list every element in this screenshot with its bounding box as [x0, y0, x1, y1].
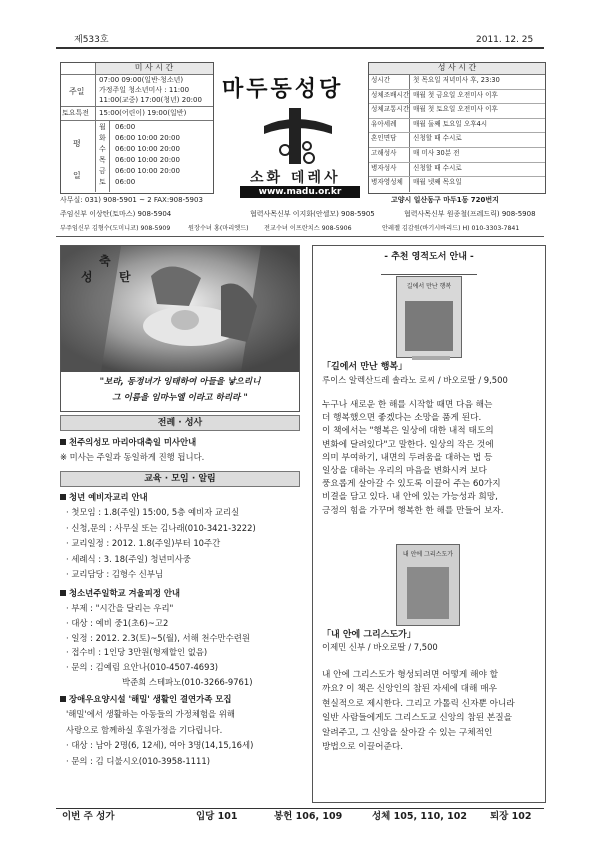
liturgy-item-1-title: 천주의성모 마리아대축일 미사안내 — [69, 437, 197, 447]
parish-subtitle: 소화 데레사 — [250, 170, 341, 186]
liturgy-item-1 — [60, 437, 196, 447]
times-wed: 06:00 10:00 20:00 — [115, 145, 180, 153]
contact-rule — [56, 236, 544, 237]
bullet-square-icon — [60, 590, 66, 596]
sunday-label: 주일 — [69, 87, 85, 96]
saturday-line: 15:00(어린이) 19:00(일반) — [99, 109, 187, 117]
banner-char-1: 축 — [99, 254, 111, 268]
sacrament-row-value: 매월 첫 금요일 오전미사 이후 — [413, 90, 498, 99]
book2-cover — [396, 544, 460, 626]
issue-number: 제533호 — [74, 35, 109, 45]
book1-cover — [396, 276, 462, 358]
day-mon: 월 — [99, 123, 106, 131]
office-contact: 사무실: 031) 908-5901 ~ 2 FAX:908-5903 — [60, 196, 203, 204]
banner-char-3: 탄 — [119, 270, 131, 284]
sacrament-row-value: 매월 넷째 목요일 — [413, 178, 462, 187]
weekday-label-1: 평 — [73, 139, 81, 148]
sunday-line-2: 가정주일 청소년미사 : 11:00 — [99, 86, 190, 94]
book1-desc-line: 이 책에서는 "행복은 일상에 대한 내적 태도의 — [322, 426, 494, 437]
book2-desc-line: 알려주고, 그 신앙을 살아갈 수 있는 구체적인 — [322, 727, 493, 738]
christmas-panel — [60, 245, 300, 412]
foster-line: '해밀'에서 생활하는 아동들의 가정체험을 위해 — [66, 709, 235, 719]
bullet-square-icon — [60, 439, 66, 445]
liturgy-heading: 전례 · 성사 — [60, 415, 300, 431]
book2-desc-line: 내 안에 그리스도가 형성되려면 어떻게 해야 할 — [322, 670, 499, 680]
contact-assistant-1: 협력사목신부 이지화(안셀모) 908-5905 — [250, 210, 375, 218]
sacrament-schedule-box — [368, 62, 546, 194]
camp-line: 박준희 스테파노(010-3266-9761) — [122, 677, 253, 687]
sacrament-row-label: 고해성사 — [371, 149, 397, 157]
issue-date: 2011. 12. 25 — [476, 35, 534, 45]
sacrament-row-value: 매월 첫 토요일 오전미사 이후 — [413, 105, 498, 114]
mass-schedule-box — [60, 62, 214, 194]
contact-assistant-2: 협력사목신부 원종철(프레드릭) 908-5908 — [404, 210, 536, 218]
book2-title: 「내 안에 그리스도가」 — [322, 630, 416, 640]
catechism-line: · 세례식 : 3. 18(주일) 청년미사중 — [66, 553, 191, 564]
christmas-caption-2: 그 이름을 임마누엘 이라고 하리라 " — [112, 393, 248, 403]
hymn-communion: 성체 105, 110, 102 — [372, 811, 467, 822]
books-heading: - 추천 영적도서 안내 - — [384, 252, 474, 262]
book1-cover-image — [405, 301, 453, 351]
parish-address: 고양시 일산동구 마두1동 720번지 — [391, 196, 499, 204]
weekday-label-2: 일 — [73, 171, 81, 180]
book2-desc-line: 현실적으로 제시한다. 그리고 가톨릭 신자뿐 아니라 — [322, 698, 515, 709]
book2-desc-line: 방법으로 이끌어준다. — [322, 742, 404, 752]
sacrament-row-label: 성체교통시간 — [371, 105, 410, 114]
bullet-square-icon — [60, 494, 66, 500]
contact-sister-mission: 전교수녀 이프란치스 908-5906 — [264, 225, 352, 232]
cross-logo-icon — [258, 104, 338, 166]
day-wed: 수 — [99, 145, 106, 153]
day-fri: 금 — [99, 167, 106, 175]
sacrament-row-divider — [369, 147, 545, 148]
header-rule — [56, 47, 544, 49]
book1-author: 루이스 알렉산드레 솔라노 로씨 / 바오로딸 / 9,500 — [322, 375, 508, 385]
book1-desc-line: 일상을 대하는 우리의 마음을 변화시켜 보다 — [322, 466, 487, 476]
sacrament-row-label: 병자영성체 — [371, 178, 403, 187]
sacrament-row-divider — [369, 89, 545, 90]
times-thu: 06:00 10:00 20:00 — [115, 156, 180, 164]
book1-desc-line: 긍정의 힘을 가꾸며 행복한 한 해를 만들어 보자. — [322, 505, 504, 516]
hymns-label: 이번 주 성가 — [62, 811, 115, 822]
hymn-entrance: 입당 101 — [196, 811, 238, 822]
book1-cover-shadow — [412, 356, 450, 360]
hymns-bar — [56, 808, 544, 825]
book1-title: 「길에서 만난 행복」 — [322, 362, 408, 372]
education-heading: 교육 · 모임 · 알림 — [60, 471, 300, 487]
banner-char-2: 성 — [81, 270, 93, 284]
camp-line: · 접수비 : 1인당 3만원(형제할인 없음) — [66, 647, 208, 658]
sacrament-schedule-title: 성 사 시 간 — [369, 63, 545, 74]
book1-desc-line: 누구나 새로운 한 해를 시작할 때면 다음 해는 — [322, 400, 493, 410]
camp-line: · 문의 : 김예림 요안나(010-4507-4693) — [66, 662, 219, 673]
contact-sister-superior: 원장수녀 홍(마리엣드) — [188, 225, 249, 232]
contact-staff: 안레젤 김감원(바기시바리드) H) 010-3303-7841 — [382, 225, 520, 232]
bullet-square-icon — [60, 696, 66, 702]
catechism-line: · 교리담당 : 김형수 신부님 — [66, 569, 164, 579]
sacrament-row-value: 매월 둘째 토요일 오후4시 — [413, 119, 488, 128]
sacrament-row-value: 첫 목요일 저녁미사 후, 23:30 — [413, 76, 500, 84]
liturgy-item-1-note: ※ 미사는 주일과 동일하게 진행 됩니다. — [60, 452, 205, 462]
book2-desc-line: 까요? 이 책은 신앙인의 참된 자세에 대해 매우 — [322, 684, 497, 695]
book1-cover-title: 길에서 만난 행복 — [406, 283, 452, 290]
parish-title: 마두동성당 — [222, 76, 344, 102]
book2-cover-title: 내 안에 그리스도가 — [402, 551, 454, 558]
book1-desc-line: 비결을 담고 있다. 내 안에 있는 가능성과 희망, — [322, 492, 498, 503]
camp-item — [60, 588, 180, 598]
book2-desc-line: 일반 사람들에게도 그리스도교 신앙의 참된 본질을 — [322, 713, 513, 724]
catechism-line: · 교리일정 : 2012. 1.8(주일)부터 10주간 — [66, 538, 221, 548]
day-sat: 토 — [99, 178, 106, 186]
book1-desc-line: 변화에 달려있다"고 말한다. 일상의 작은 것에 — [322, 439, 494, 450]
sacrament-row-value: 신청할 때 수시로 — [413, 163, 462, 172]
hymn-offertory: 봉헌 106, 109 — [274, 811, 343, 822]
contact-vice-pastor: 부주임신부 김형수(도미니코) 908-5909 — [60, 225, 171, 232]
sunday-line-3: 11:00(교중) 17:00(청년) 20:00 — [99, 96, 202, 104]
sacrament-row-divider — [369, 118, 545, 119]
foster-line: · 문의 : 김 디불시오(010-3958-1111) — [66, 755, 210, 766]
day-tue: 화 — [99, 134, 106, 142]
sacrament-row-value: 신청할 때 수시로 — [413, 134, 462, 143]
book2-cover-image — [407, 567, 449, 619]
catechism-line: · 첫모임 : 1.8(주일) 15:00, 5층 예비자 교리실 — [66, 507, 240, 517]
camp-title: 청소년주일학교 겨울피정 안내 — [69, 588, 181, 598]
mass-schedule-title: 미 사 시 간 — [95, 63, 213, 74]
sunday-line-1: 07:00 09:00(일반·청소년) — [99, 76, 184, 84]
book1-desc-line: 풍요롭게 살아갈 수 있도록 이끌어 주는 60가지 — [322, 479, 501, 490]
foster-line: 사랑으로 함께하실 후원가정을 기다립니다. — [66, 724, 223, 735]
sacrament-row-label: 성체조배시간 — [371, 90, 410, 99]
foster-item — [60, 694, 231, 704]
sacrament-row-label: 병자성사 — [371, 163, 397, 172]
book1-desc-line: 더 행복했으면 좋겠다는 소망을 품게 된다. — [322, 413, 482, 424]
contact-pastor: 주임신부 이상탄(토마스) 908-5904 — [60, 210, 172, 218]
christmas-caption-1: "보라, 동정녀가 잉태하여 아들을 낳으리니 — [99, 377, 261, 387]
camp-line: · 대상 : 예비 중1(초6)~고2 — [66, 617, 169, 628]
foster-line: · 대상 : 남아 2명(6, 12세), 여아 3명(14,15,16세) — [66, 740, 254, 750]
camp-line: · 부제 : "시간을 달리는 우리" — [66, 603, 174, 613]
catechism-item — [60, 492, 148, 502]
times-mon: 06:00 — [115, 123, 136, 131]
catechism-line: · 신청,문의 : 사무실 또는 김나래(010-3421-3222) — [66, 522, 256, 533]
hymn-recessional: 퇴장 102 — [490, 811, 532, 822]
sacrament-row-value: 매 미사 30분 전 — [413, 149, 460, 157]
catechism-title: 청년 예비자교리 안내 — [69, 492, 148, 502]
website-link[interactable]: www.madu.or.kr — [240, 186, 360, 198]
sacrament-row-label: 성시간 — [371, 76, 391, 84]
times-tue: 06:00 10:00 20:00 — [115, 134, 180, 142]
book2-author: 이제민 신부 / 바오로딸 / 7,500 — [322, 642, 438, 652]
sacrament-row-divider — [369, 162, 545, 163]
times-fri: 06:00 10:00 20:00 — [115, 167, 180, 175]
saturday-label: 토요특전 — [62, 109, 90, 117]
sacrament-row-divider — [369, 176, 545, 177]
book1-desc-line: 의미 부여하기, 내면의 두려움을 대하는 법 등 — [322, 452, 493, 463]
sacrament-row-divider — [369, 132, 545, 133]
times-sat: 06:00 — [115, 178, 136, 186]
sacrament-row-divider — [369, 103, 545, 104]
sacrament-row-label: 유아세례 — [371, 119, 397, 128]
books-heading-rule — [381, 274, 477, 275]
foster-title: 장애우요양시설 '해밀' 생활인 결연가족 모집 — [69, 694, 232, 704]
day-thu: 목 — [99, 156, 106, 164]
sacrament-row-label: 혼인면담 — [371, 134, 397, 143]
camp-line: · 일정 : 2012. 2.3(토)~5(월), 서해 천수만수련원 — [66, 632, 250, 643]
